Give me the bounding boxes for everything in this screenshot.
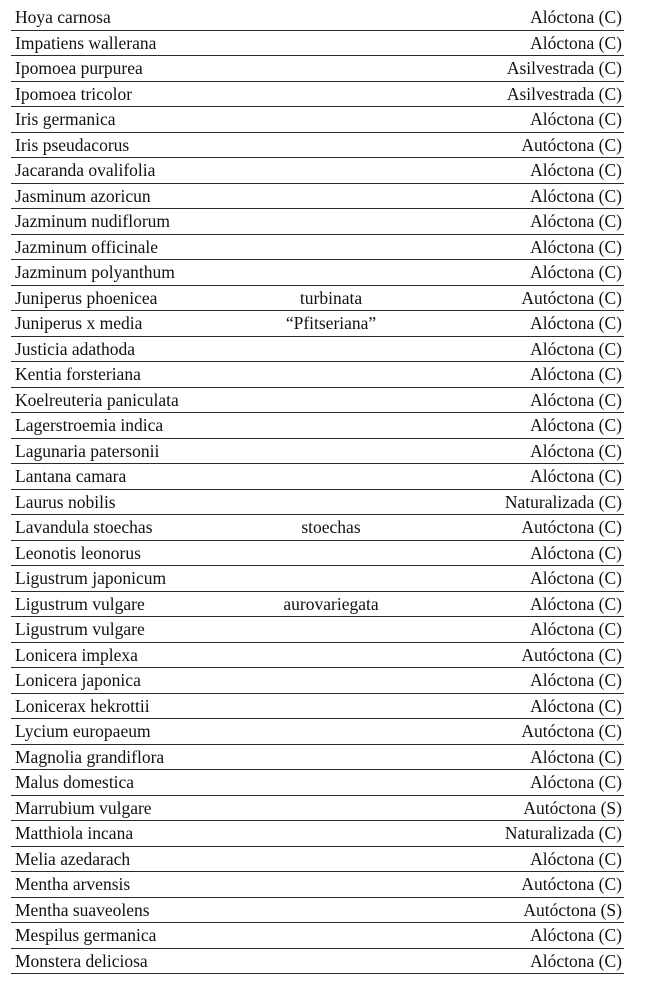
table-row [11, 541, 624, 567]
species-status: Alóctona (C) [530, 338, 622, 359]
species-status: Alóctona (C) [530, 568, 622, 588]
species-status: Alóctona (C) [530, 925, 622, 945]
table-row [11, 82, 624, 108]
table-row [11, 745, 624, 771]
species-name: Lagunaria patersonii [15, 440, 160, 461]
table-row [11, 592, 624, 618]
table-row [11, 796, 624, 822]
species-status: Autóctona (C) [521, 134, 622, 155]
species-name: Iris germanica [15, 109, 116, 129]
species-name: Jazminum nudiflorum [15, 211, 171, 231]
species-name: Hoya carnosa [15, 7, 111, 27]
table-row [11, 464, 624, 490]
species-name: Marrubium vulgare [15, 797, 152, 818]
species-status: Alóctona (C) [530, 313, 622, 333]
species-status: Alóctona (C) [530, 670, 622, 690]
table-row [11, 311, 624, 337]
species-status: Alóctona (C) [530, 440, 622, 461]
table-row [11, 566, 624, 592]
species-status: Alóctona (C) [530, 695, 622, 716]
table-row [11, 337, 624, 363]
species-name: Juniperus phoenicea [15, 287, 158, 308]
species-name: Jazminum polyanthum [15, 262, 175, 282]
species-name: Malus domestica [15, 772, 135, 792]
species-name: Jazminum officinale [15, 236, 159, 257]
table-row [11, 694, 624, 720]
species-status: Autóctona (S) [523, 797, 622, 818]
species-status: Alóctona (C) [530, 593, 622, 614]
table-row [11, 107, 624, 133]
species-variety: turbinata [299, 287, 363, 308]
table-row [11, 362, 624, 388]
species-name: Melia azedarach [15, 848, 131, 869]
table-row [11, 490, 624, 516]
table-row [11, 388, 624, 414]
species-status: Alóctona (C) [530, 848, 622, 869]
species-name: Magnolia grandiflora [15, 746, 165, 767]
species-name: Lavandula stoechas [15, 517, 153, 537]
table-row [11, 923, 624, 949]
species-name: Iris pseudacorus [15, 134, 130, 155]
species-name: Mespilus germanica [15, 925, 157, 945]
species-name: Mentha suaveolens [15, 899, 150, 920]
species-name: Ligustrum vulgare [15, 593, 145, 614]
species-status: Autóctona (C) [521, 874, 622, 894]
species-status: Alóctona (C) [530, 109, 622, 129]
species-status: Autóctona (C) [521, 287, 622, 308]
species-name: Matthiola incana [15, 823, 134, 843]
table-row [11, 260, 624, 286]
species-name: Ipomoea tricolor [15, 83, 133, 104]
table-row [11, 847, 624, 873]
table-row [11, 56, 624, 82]
table-row [11, 133, 624, 159]
species-name: Lycium europaeum [15, 721, 151, 741]
species-name: Monstera deliciosa [15, 950, 148, 971]
species-name: Juniperus x media [15, 313, 143, 333]
table-row [11, 617, 624, 643]
species-status: Alóctona (C) [530, 211, 622, 231]
species-name: Kentia forsteriana [15, 364, 141, 384]
species-status: Alóctona (C) [530, 160, 622, 180]
table-row [11, 872, 624, 898]
table-row [11, 235, 624, 261]
table-row [11, 821, 624, 847]
species-status: Asilvestrada (C) [506, 58, 622, 78]
species-name: Ligustrum vulgare [15, 619, 145, 639]
species-name: Justicia adathoda [15, 338, 136, 359]
species-name: Leonotis leonorus [15, 542, 141, 563]
species-variety: stoechas [301, 517, 361, 537]
species-name: Koelreuteria paniculata [15, 389, 179, 410]
species-status: Alóctona (C) [530, 746, 622, 767]
species-name: Lagerstroemia indica [15, 415, 164, 435]
species-status: Alóctona (C) [530, 619, 622, 639]
table-row [11, 668, 624, 694]
species-status: Alóctona (C) [530, 415, 622, 435]
species-name: Jacaranda ovalifolia [15, 160, 156, 180]
species-status: Alóctona (C) [530, 7, 622, 27]
species-status: Alóctona (C) [530, 772, 622, 792]
species-status: Alóctona (C) [530, 950, 622, 971]
table-row [11, 515, 624, 541]
species-name: Lonicera japonica [15, 670, 141, 690]
species-name: Mentha arvensis [15, 874, 131, 894]
species-name: Ligustrum japonicum [15, 568, 167, 588]
species-status: Alóctona (C) [530, 185, 622, 206]
table-row [11, 31, 624, 57]
species-status: Autóctona (C) [521, 721, 622, 741]
species-name: Jasminum azoricun [15, 185, 151, 206]
species-status: Asilvestrada (C) [506, 83, 622, 104]
species-status: Alóctona (C) [530, 262, 622, 282]
species-status: Autóctona (S) [523, 899, 622, 920]
species-status: Alóctona (C) [530, 542, 622, 563]
species-variety: “Pfitseriana” [285, 313, 377, 333]
table-row [11, 949, 624, 975]
species-status: Naturalizada (C) [504, 823, 622, 843]
species-name: Lonicera implexa [15, 644, 138, 665]
table-row [11, 286, 624, 312]
species-table [11, 5, 624, 974]
species-name: Ipomoea purpurea [15, 58, 143, 78]
species-status: Naturalizada (C) [504, 491, 622, 512]
species-name: Impatiens wallerana [15, 32, 157, 53]
species-status: Alóctona (C) [530, 389, 622, 410]
species-status: Autóctona (C) [521, 517, 622, 537]
table-row [11, 158, 624, 184]
species-status: Autóctona (C) [521, 644, 622, 665]
table-row [11, 184, 624, 210]
table-row [11, 770, 624, 796]
table-row [11, 413, 624, 439]
species-status: Alóctona (C) [530, 466, 622, 486]
table-row [11, 5, 624, 31]
table-row [11, 209, 624, 235]
species-status: Alóctona (C) [530, 236, 622, 257]
table-row [11, 719, 624, 745]
species-variety: aurovariegata [283, 593, 379, 614]
species-status: Alóctona (C) [530, 364, 622, 384]
species-name: Lantana camara [15, 466, 127, 486]
species-name: Laurus nobilis [15, 491, 116, 512]
table-row [11, 439, 624, 465]
species-name: Lonicerax hekrottii [15, 695, 150, 716]
species-status: Alóctona (C) [530, 32, 622, 53]
table-row [11, 643, 624, 669]
table-row [11, 898, 624, 924]
